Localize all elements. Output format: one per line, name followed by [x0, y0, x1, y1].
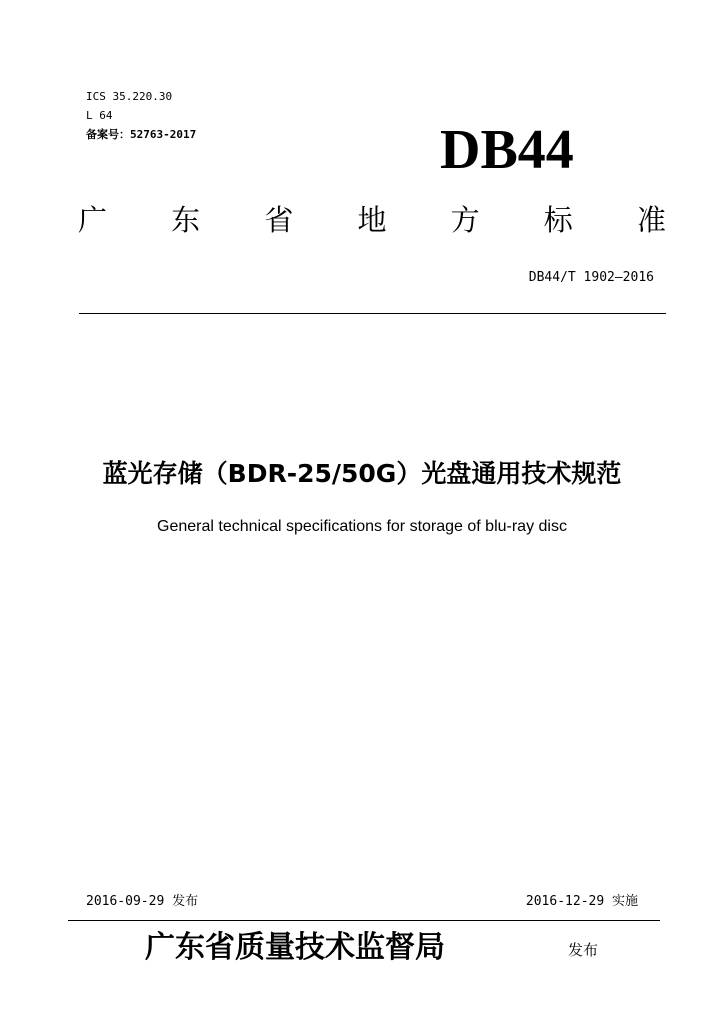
standard-type-char: 方	[450, 203, 480, 237]
standard-type-heading	[78, 196, 666, 244]
header-divider	[79, 313, 666, 314]
classification-code: L 64	[86, 109, 113, 122]
standard-type-char: 东	[171, 203, 201, 237]
publisher-name: 广东省质量技术监督局	[145, 930, 445, 965]
publish-date: 2016-09-29 发布	[86, 894, 199, 909]
record-number: 备案号：52763-2017	[86, 128, 197, 141]
standard-type-char: 地	[357, 203, 387, 237]
standard-type-char: 广	[78, 203, 108, 237]
standard-type-char: 标	[543, 203, 573, 237]
standard-code-logo: DB44	[440, 119, 574, 181]
implementation-date: 2016-12-29 实施	[525, 894, 638, 909]
ics-code: ICS 35.220.30	[86, 90, 173, 103]
standard-type-char: 准	[636, 203, 666, 237]
footer-divider	[68, 920, 660, 921]
publish-label: 发布	[568, 941, 599, 959]
document-title-chinese: 蓝光存储（BDR-25/50G）光盘通用技术规范	[102, 459, 622, 488]
standard-number: DB44/T 1902—2016	[528, 270, 654, 285]
document-title-english: General technical specifications for storage of blu-ray disc	[157, 518, 567, 535]
standard-type-char: 省	[264, 203, 294, 237]
